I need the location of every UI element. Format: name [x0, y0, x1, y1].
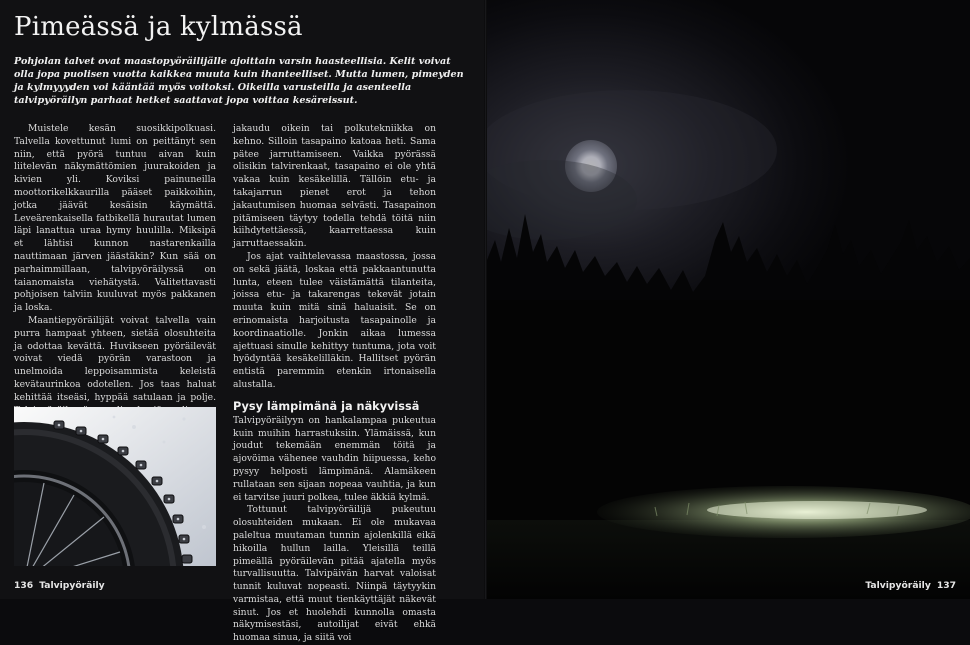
left-page — [0, 0, 484, 644]
body-paragraph: jakaudu oikein tai polkutekniikka on kehno. Silloin tasapaino katoaa heti. Sama pätee jarruttamiseen. Vaikka pyörässä olisikin talvirenkaat, tasapaino ei ole yhtä vakaa kuin kesäkelillä. Tällöin etu- ja takajarrun pienet erot ja tehon jakautumisen huomaa selvästi. Tasapainon pitämiseen täytyy todella tehdä töitä niin kiihdytettäessä, kaarrettaessa kuin jarruttaessakin. — [233, 123, 436, 250]
tire-photo — [14, 407, 216, 566]
folio-left — [14, 580, 105, 591]
body-paragraph: Jos ajat vaihtelevassa maastossa, jossa on sekä jäätä, loskaa että pakkaantunutta lunta, eteen tulee väistämättä tilanteita, joissa etu- ja takarengas tekevät jotain muuta kuin mitä sinä haluaisit. Se on erinomaista harjoitusta tasapainolle ja koordinaatiolle. Jonkin aikaa lumessa ajettuasi sinulle kehittyy tuntuma, jota voit hyödyntää kesäkelilläkin. Hallitset pyörän entistä paremmin etenkin irtonaisella alustalla. — [233, 250, 436, 390]
page-number: 136 — [14, 580, 34, 591]
lead-paragraph: Pohjolan talvet ovat maastopyöräilijälle ajoittain varsin haasteellisia. Kelit voivat olla jopa puolisen vuotta kaikkea muuta kuin ihanteelliset. Mutta lumen, pimeyden ja kylmyyyden voi kääntää myös voitoksi. Oikeilla varusteilla ja asenteella talvipyöräilyn parhaat hetket saattavat jopa voittaa kesäreissut. — [14, 56, 464, 106]
section-subheading: Pysy lämpimänä ja näkyvissä — [233, 399, 420, 413]
page-title: Pimeässä ja kylmässä — [14, 12, 303, 42]
right-page — [487, 0, 970, 599]
body-paragraph: Maantiepyöräilijät voivat talvella vain purra hampaat yhteen, sietää olosuhteita ja odottaa kevättä. Huvikseen pyöräilevät voivat viedä pyörän varastoon ja unelmoida leppoisammista keleistä kevätaurinkoa odotellen. Jos taas haluat kehittää itseäsi, hyppää satulaan ja polje. — [14, 314, 216, 403]
text-column-2 — [233, 123, 436, 645]
moonlit-forest-icon — [487, 0, 970, 599]
studded-tire-icon — [14, 407, 216, 566]
running-footer: Talvipyöräily — [39, 580, 105, 591]
page-number: 137 — [936, 580, 956, 591]
folio-right — [865, 580, 956, 591]
body-paragraph: Tottunut talvipyöräilijä pukeutuu olosuhteiden mukaan. Ei ole mukavaa paleltua muutaman tunnin ajolenkillä eikä hikoilla hullun lailla. Yleisillä teillä pimeällä pyöräilevän pitää ajatella myös turvallisuutta. Talvipäivän harvat valoisat tunnit kuluvat nopeasti. Niinpä täytyykin varmistaa, että muut tienkäyttäjät näkevät sinut. Jos et huolehdi kunnolla omasta näkymisestäsi, autoilijat eivät ehkä huomaa sinua, ja siitä voi — [233, 504, 436, 644]
running-footer: Talvipyöräily — [865, 580, 931, 591]
body-paragraph: Muistele kesän suosikkipolkuasi. Talvella kovettunut lumi on peittänyt sen niin, että pyörä tuntuu aivan kuin liitelevän näkymättömien juurakoiden ja kivien yli. Koviksi painuneilla moottorikelkkaurilla pääset paikkoihin, jotka jäävät kesäisin käymättä. Leveärenkaisella fatbikellä hurautat lumen läpi lanattua uraa hymy huulilla. Miksipä et lähtisi kunnon nastarenkailla nauttimaan järven jäästäkin? Kun sää on parhaimmillaan, talvipyöräilyssä on taianomaista viehätystä. Valitettavasti pohjoisen talviin kuuluvat myös pakkanen ja loska. — [14, 123, 216, 314]
body-paragraph: Talvipyöräilyyn on hankalampaa pukeutua kuin muihin harrastuksiin. Ylämäissä, kun joudut tekemään enemmän töitä ja ajovöima vähenee vauhdin hiipuessa, keho pysyy helposti lämpimänä. Alamäkeen rullataan sen sijaan nopeaa vauhtia, ja kun ei tarvitse juuri polkea, tulee äkkiä kylmä. — [233, 414, 436, 503]
